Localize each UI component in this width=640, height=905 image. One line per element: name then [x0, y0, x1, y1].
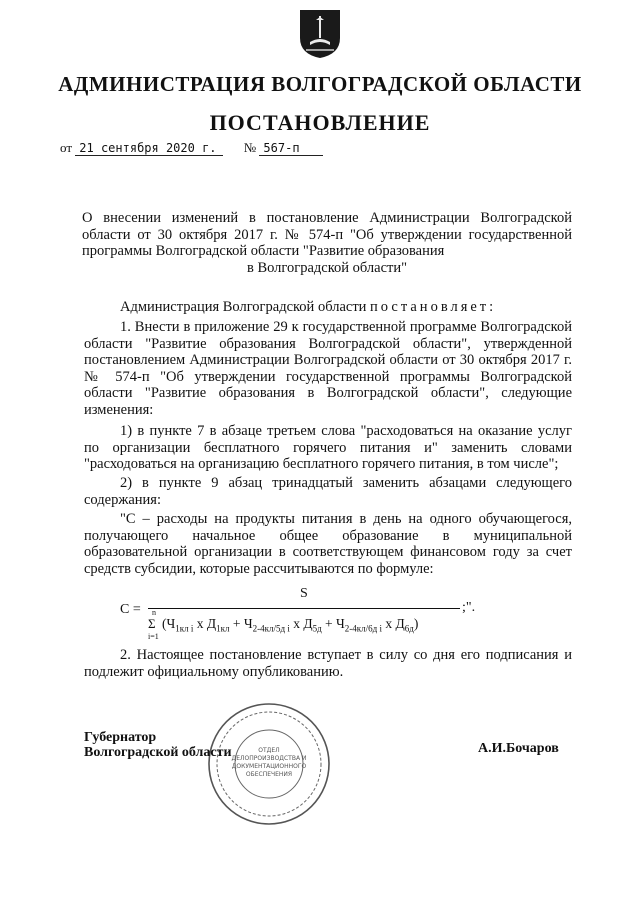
paragraph-1-item-1: 1) в пункте 7 в абзаце третьем слова "расходоваться на оказание услуг по организации бесплатного горячего питания и" заменить словами "расходоваться на организацию бесплатного горячего питания, в том числе"; — [84, 423, 572, 472]
coat-of-arms-emblem — [298, 8, 342, 60]
subject-text-end: в Волгоградской области" — [246, 259, 408, 276]
paragraph-1-item-2: 2) в пункте 9 абзац тринадцатый заменить абзацами следующего содержания: — [84, 475, 572, 508]
formula — [120, 586, 520, 641]
official-seal-stamp — [205, 700, 333, 828]
paragraph-1: 1. Внести в приложение 29 к государственной программе Волгоградской области "Развитие образования Волгоградской области", утвержденной постановлением Администрации Волгоградской области от 30 октября 2017 г. № 574-п "Об утверждении государственной программы Волгоградской области "Развитие образования в Волгоградской области", следующие изменения: — [84, 319, 572, 418]
signatory-name: А.И.Бочаров — [478, 741, 559, 756]
signatory-title — [84, 730, 232, 760]
formula-tail: ;". — [462, 600, 476, 615]
svg-text:ОБЕСПЕЧЕНИЯ: ОБЕСПЕЧЕНИЯ — [245, 771, 293, 778]
svg-text:ОТДЕЛ: ОТДЕЛ — [258, 747, 280, 754]
date-number-line — [60, 140, 323, 156]
document-subject — [82, 210, 572, 276]
document-type-title: ПОСТАНОВЛЕНИЕ — [209, 110, 431, 135]
fraction-bar — [148, 608, 460, 609]
paragraph-2: 2. Настоящее постановление вступает в силу со дня его подписания и подлежит официальному опубликованию. — [84, 647, 572, 680]
preamble-text: Администрация Волгоградской области — [120, 299, 367, 315]
organization-title: АДМИНИСТРАЦИЯ ВОЛГОГРАДСКОЙ ОБЛАСТИ — [58, 72, 582, 96]
preamble-verb: постановляет: — [370, 299, 497, 315]
date-prefix: от — [60, 140, 73, 155]
sum-symbol: Σ — [148, 616, 156, 631]
signatory-title-line-1: Губернатор — [84, 730, 157, 745]
formula-lhs: С = — [120, 602, 141, 617]
subject-text: О внесении изменений в постановление Администрации Волгоградской области от 30 октября 2017 г. № 574-п "Об утверждении государственной программы Волгоградской области "Развитие образования — [82, 210, 572, 259]
document-number: 567-п — [259, 141, 323, 156]
signatory-title-line-2: Волгоградской области — [84, 745, 232, 760]
formula-intro: "С – расходы на продукты питания в день на одного обучающегося, получающего начальное общее образование в муниципальной образовательной организации в соответствующем финансовом году за счет средств субсидии, которые рассчитываются по формуле: — [84, 511, 572, 577]
number-prefix: № — [243, 140, 257, 155]
denominator-expression: ($Ч_{1кл i}$ х $Д_{1кл} + Ч_{2-4кл/5д i}$ х $Д_{5д} + Ч_{2-4кл/6д i}$ х $Д_{6д}$) — [162, 616, 419, 634]
document-date: 21 сентября 2020 г. — [75, 141, 223, 156]
formula-numerator: S — [300, 586, 308, 601]
sum-upper-limit: n — [152, 608, 156, 617]
preamble — [84, 299, 572, 316]
svg-text:ДЕЛОПРОИЗВОДСТВА И: ДЕЛОПРОИЗВОДСТВА И — [231, 755, 307, 762]
svg-text:ДОКУМЕНТАЦИОННОГО: ДОКУМЕНТАЦИОННОГО — [231, 763, 307, 770]
sum-lower-limit: i=1 — [148, 632, 159, 641]
